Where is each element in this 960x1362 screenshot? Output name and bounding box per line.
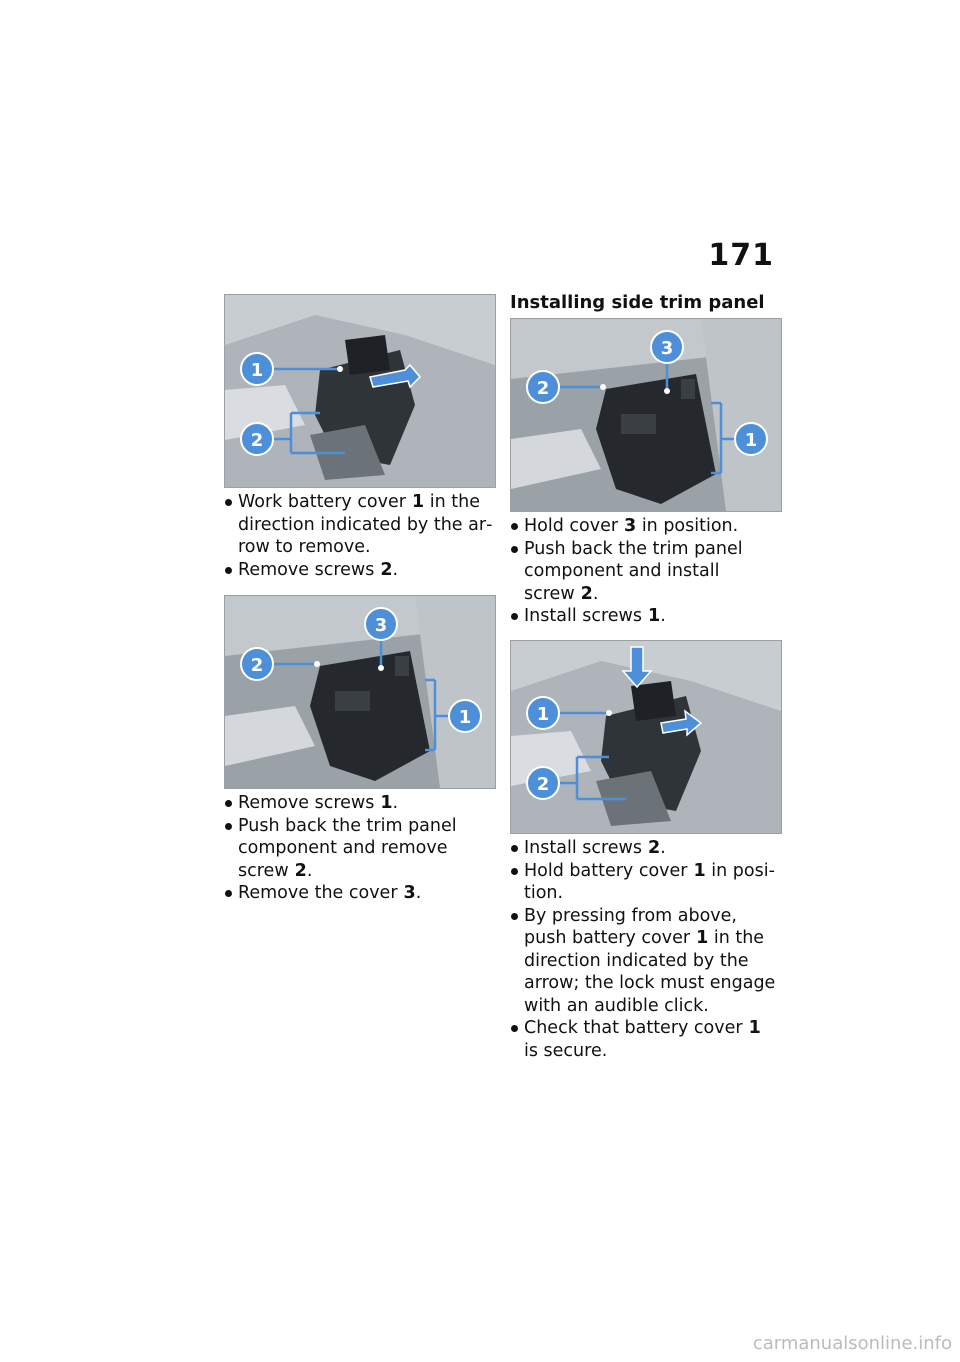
list-item: Remove screws 2.: [224, 559, 494, 582]
list-item: Install screws 2.: [510, 837, 780, 860]
list-item: Install screws 1.: [510, 605, 780, 628]
callout-label: 3: [660, 338, 674, 359]
list-item: Hold cover 3 in position.: [510, 515, 780, 538]
list-item: Check that battery cover 1 is secure.: [510, 1017, 780, 1062]
callout-label: 2: [536, 378, 550, 399]
list-item: Remove the cover 3.: [224, 882, 494, 905]
figure-2-graphic: [225, 596, 495, 788]
callout-label: 3: [374, 615, 388, 636]
list-item: Push back the trim panel component and install screw 2.: [510, 538, 780, 606]
figure-remove-screws: [224, 595, 496, 789]
section-heading: Installing side trim panel: [510, 292, 765, 313]
figure-install-battery-cover: [510, 640, 782, 834]
figure-4-graphic: [511, 641, 781, 833]
steps-list-1: [224, 491, 494, 581]
steps-list-2: [224, 792, 494, 905]
watermark: carmanualsonline.info: [752, 1333, 952, 1354]
list-item: Work battery cover 1 in the direction indicated by the arrow to remove.: [224, 491, 494, 559]
callout-label: 1: [744, 430, 758, 451]
list-item: By pressing from above, push battery cover 1 in the direction indicated by the arrow; the lock must engage with an audible click.: [510, 905, 780, 1018]
steps-list-4: [510, 837, 780, 1062]
figure-1-graphic: [225, 295, 495, 487]
list-item: Push back the trim panel component and remove screw 2.: [224, 815, 494, 883]
callout-label: 2: [250, 430, 264, 451]
page-number: 171: [708, 238, 774, 273]
callout-label: 2: [250, 655, 264, 676]
figure-remove-battery-cover: [224, 294, 496, 488]
callout-label: 1: [250, 360, 264, 381]
callout-label: 1: [536, 704, 550, 725]
figure-3-graphic: [511, 319, 781, 511]
figure-hold-cover: [510, 318, 782, 512]
callout-label: 2: [536, 774, 550, 795]
steps-list-3: [510, 515, 780, 628]
list-item: Remove screws 1.: [224, 792, 494, 815]
list-item: Hold battery cover 1 in position.: [510, 860, 780, 905]
callout-label: 1: [458, 707, 472, 728]
